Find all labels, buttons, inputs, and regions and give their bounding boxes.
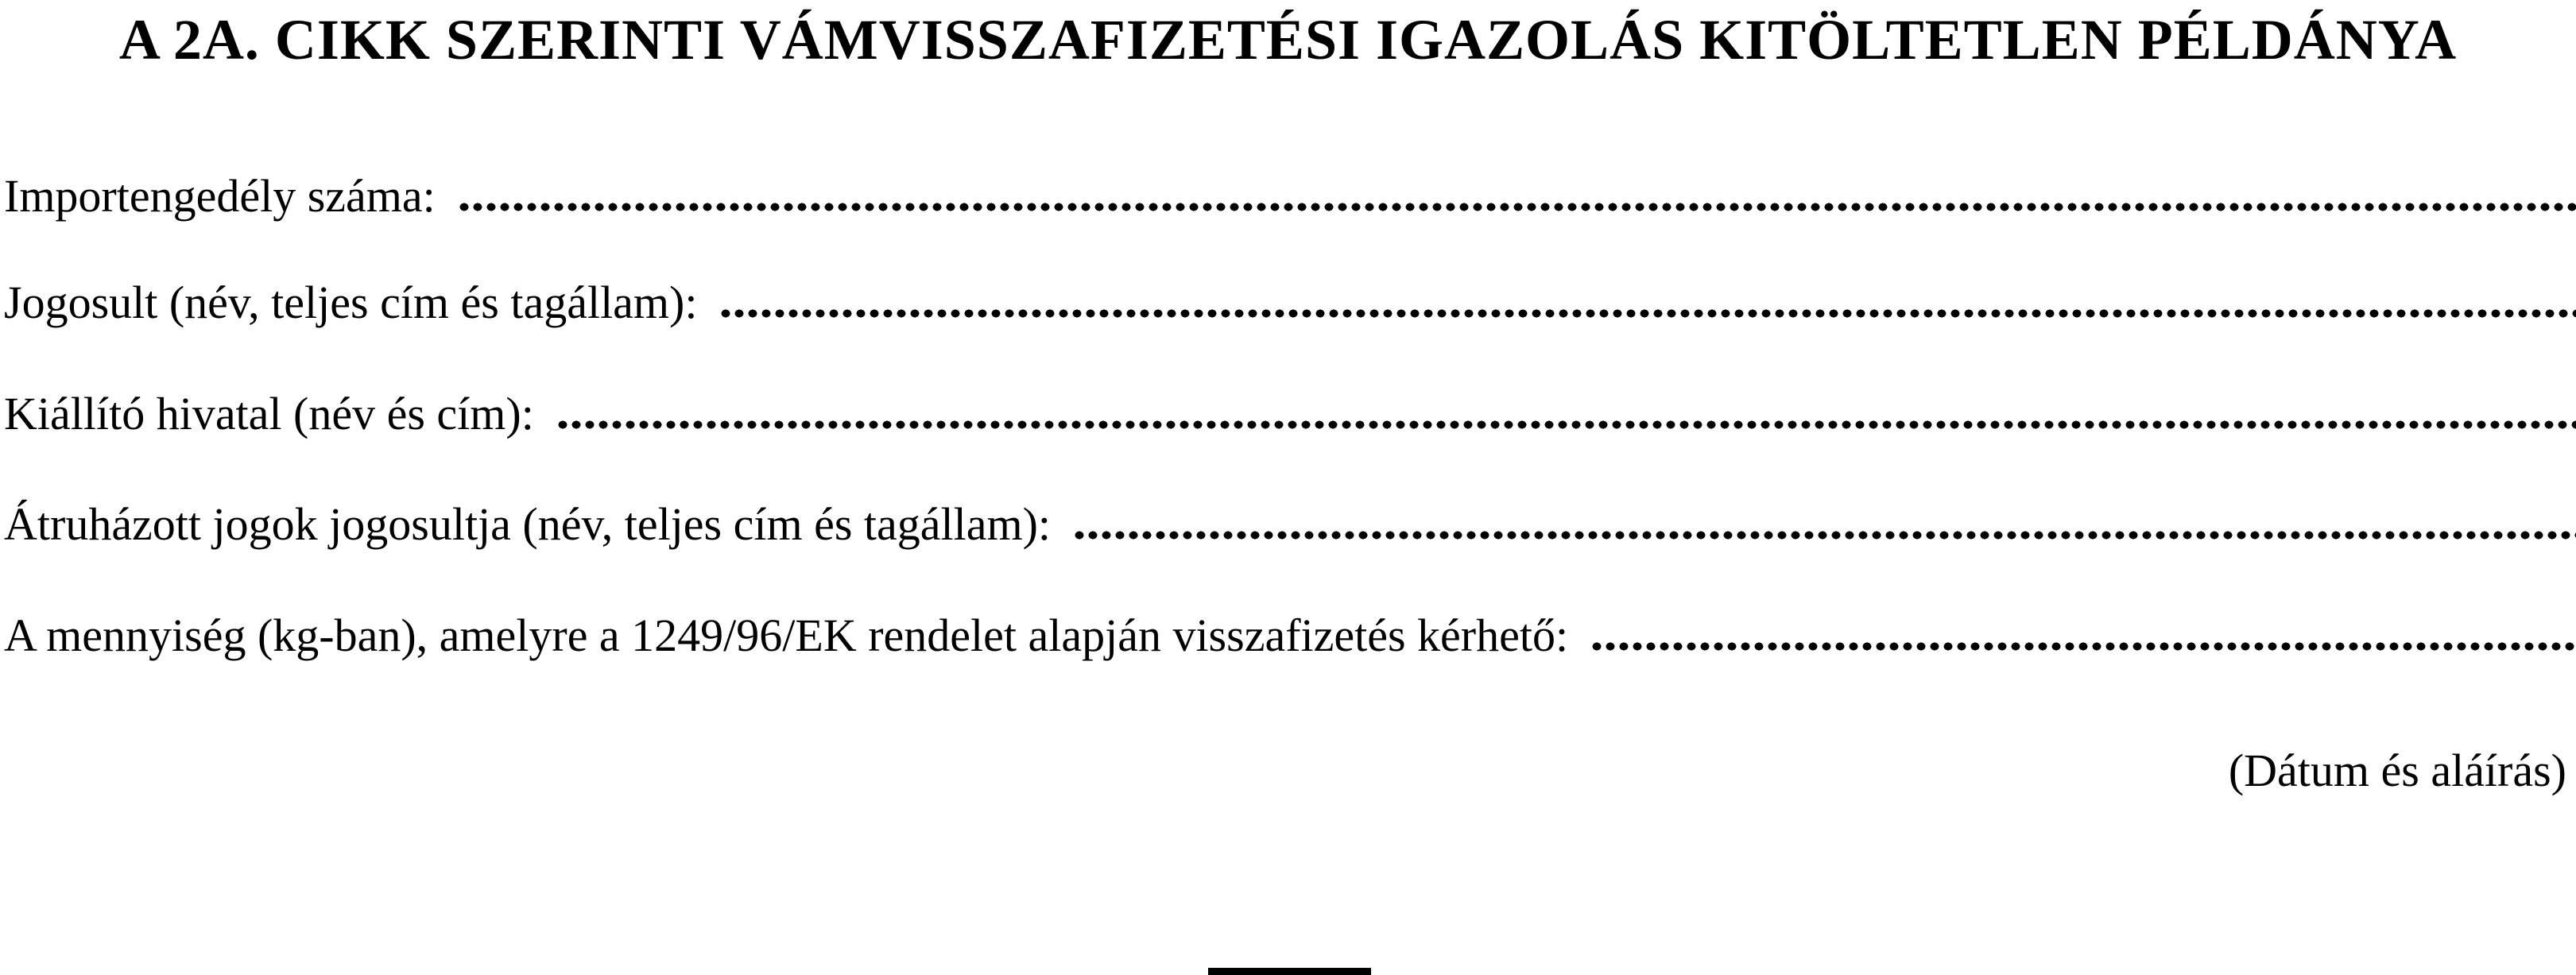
footnote-separator-rule <box>1208 968 1371 975</box>
field-label-beneficiary: Jogosult (név, teljes cím és tagállam): <box>4 277 698 328</box>
document-title: A 2A. CIKK SZERINTI VÁMVISSZAFIZETÉSI IGAZOLÁS KITÖLTETLEN PÉLDÁNYA <box>118 8 2458 72</box>
dotted-fill-line <box>1592 641 2576 652</box>
dotted-fill-line <box>1075 530 2576 540</box>
field-label-import-license: Importengedély száma: <box>4 170 436 222</box>
signature-caption: (Dátum és aláírás) <box>2228 745 2566 796</box>
field-label-transferee: Átruházott jogok jogosultja (név, teljes cím és tagállam): <box>4 498 1052 550</box>
form-field-transferee <box>4 498 2576 551</box>
field-label-issuing-office: Kiállító hivatal (név és cím): <box>4 388 534 439</box>
form-field-quantity <box>4 609 2576 662</box>
form-field-beneficiary <box>4 277 2576 329</box>
form-field-issuing-office <box>4 388 2576 440</box>
dotted-fill-line <box>459 202 2576 212</box>
dotted-fill-line <box>721 308 2576 319</box>
field-label-quantity: A mennyiség (kg-ban), amelyre a 1249/96/EK rendelet alapján visszafizetés kérhető: <box>4 609 1569 661</box>
form-field-import-license <box>4 170 2576 222</box>
dotted-fill-line <box>558 420 2576 430</box>
